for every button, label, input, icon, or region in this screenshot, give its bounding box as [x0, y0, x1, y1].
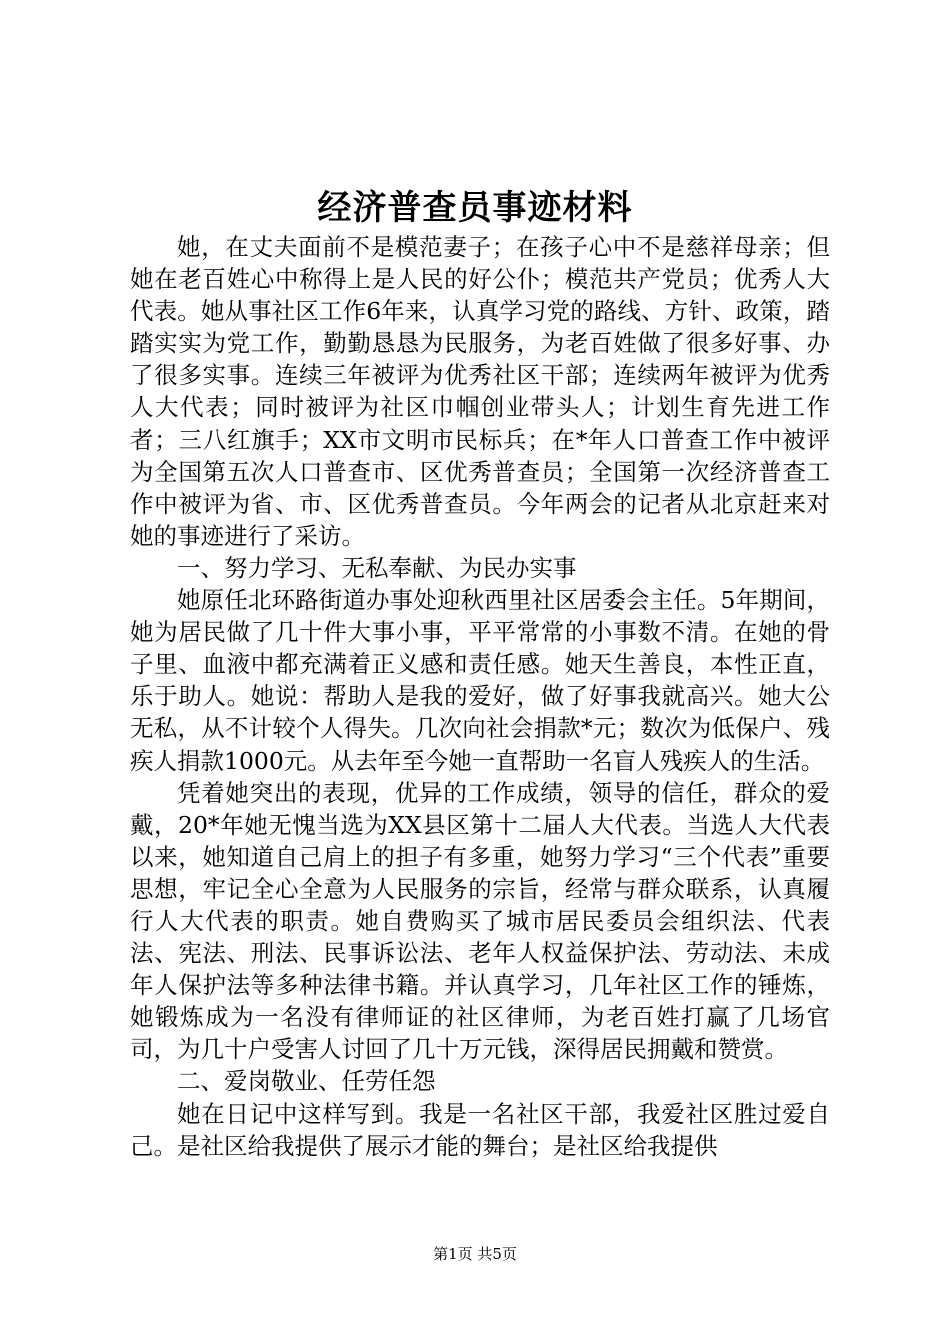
paragraph-representative: 凭着她突出的表现，优异的工作成绩，领导的信任，群众的爱戴，20*年她无愧当选为XX县区第十二届人大代表。当选人大代表以来，她知道自己肩上的担子有多重，她努力学习“三个代表”重要思想，牢记全心全意为人民服务的宗旨，经常与群众联系，认真履行人大代表的职责。她自费购买了城市居民委员会组织法、代表法、宪法、刑法、民事诉讼法、老年人权益保护法、劳动法、未成年人保护法等多种法律书籍。并认真学习，几年社区工作的锤炼，她锻炼成为一名没有律师证的社区律师，为老百姓打赢了几场官司，为几十户受害人讨回了几十万元钱，深得居民拥戴和赞赏。: [130, 778, 830, 1064]
section-heading-1: 一、努力学习、无私奉献、为民办实事: [177, 553, 577, 582]
document-body: [130, 231, 830, 1162]
document-title: 经济普查员事迹材料: [317, 188, 633, 228]
paragraph-intro: 她，在丈夫面前不是模范妻子；在孩子心中不是慈祥母亲；但她在老百姓心中称得上是人民的好公仆；模范共产党员；优秀人大代表。她从事社区工作6年来，认真学习党的路线、方针、政策，踏踏实实为党工作，勤勤恳恳为民服务，为老百姓做了很多好事、办了很多实事。连续三年被评为优秀社区干部；连续两年被评为优秀人大代表；同时被评为社区巾帼创业带头人；计划生育先进工作者；三八红旗手；XX市文明市民标兵；在*年人口普查工作中被评为全国第五次人口普查市、区优秀普查员；全国第一次经济普查工作中被评为省、市、区优秀普查员。今年两会的记者从北京赶来对她的事迹进行了采访。: [130, 233, 830, 550]
page-number-footer: 第1页 共5页: [433, 1245, 517, 1263]
paragraph-diary: 她在日记中这样写到。我是一名社区干部，我爱社区胜过爱自己。是社区给我提供了展示才能的舞台；是社区给我提供: [130, 1099, 830, 1160]
section-heading-2: 二、爱岗敬业、任劳任怨: [177, 1067, 436, 1096]
paragraph-section-1: 她原任北环路街道办事处迎秋西里社区居委会主任。5年期间，她为居民做了几十件大事小事，平平常常的小事数不清。在她的骨子里、血液中都充满着正义感和责任感。她天生善良，本性正直，乐于助人。她说：帮助人是我的爱好，做了好事我就高兴。她大公无私，从不计较个人得失。几次向社会捐款*元；数次为低保户、残疾人捐款1000元。从去年至今她一直帮助一名盲人残疾人的生活。: [130, 586, 830, 775]
